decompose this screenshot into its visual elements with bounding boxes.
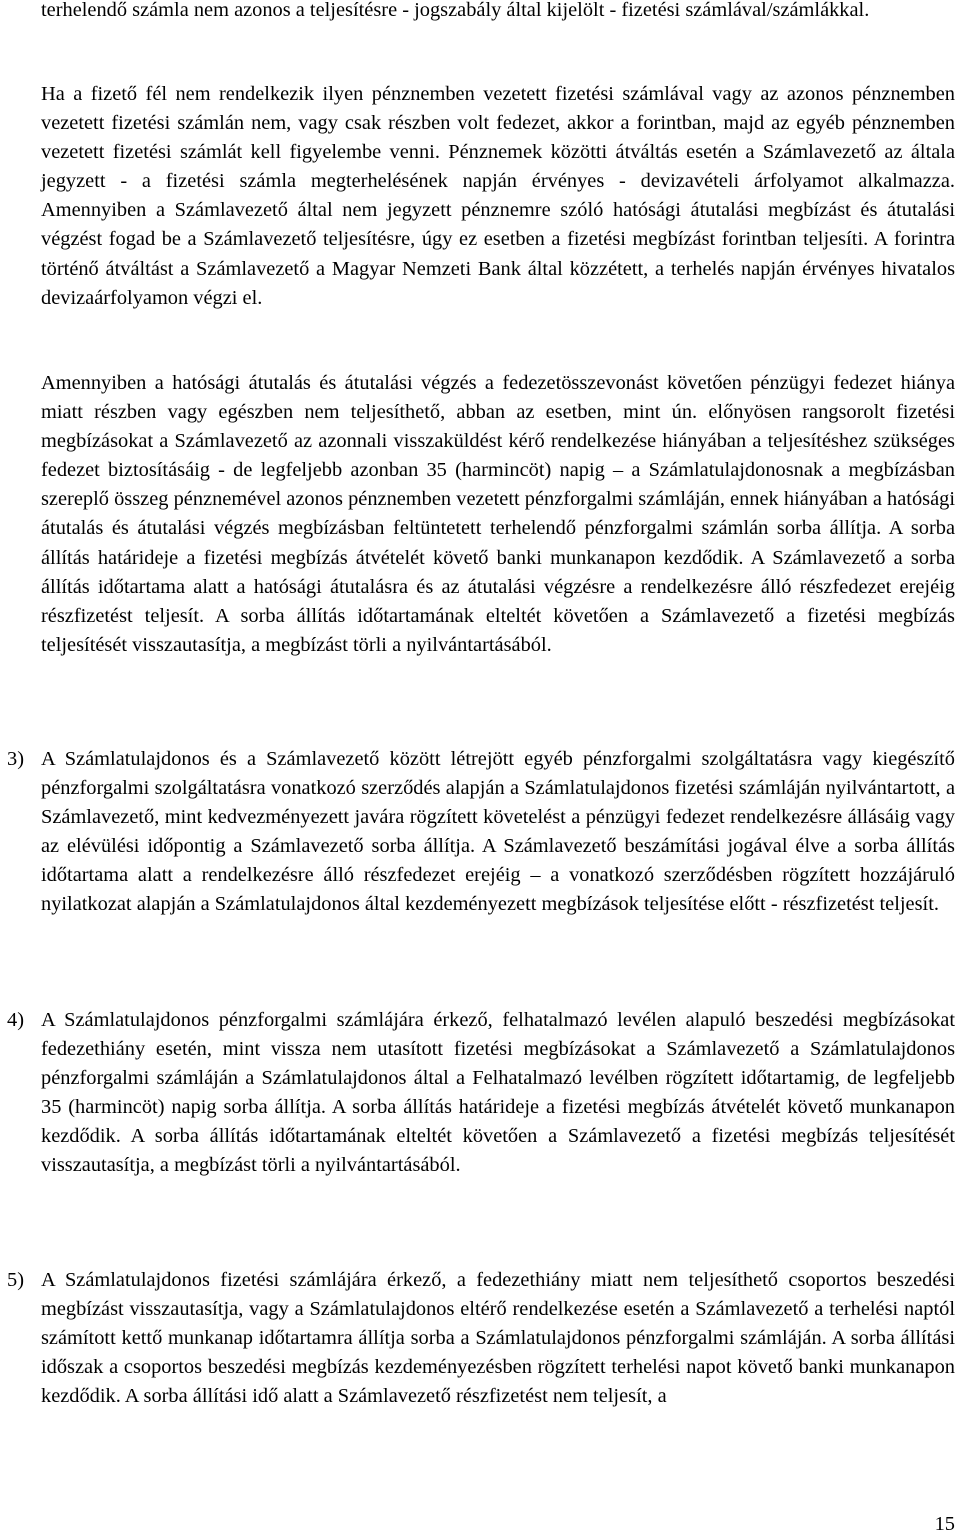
list-number: 3)	[7, 748, 24, 770]
list-number: 4)	[7, 1009, 24, 1031]
list-item-text: A Számlatulajdonos pénzforgalmi számlájára érkező, felhatalmazó levélen alapuló beszedési megbízásokat fedezethiány esetén, mint vissza nem utasított fizetési megbízásokat a Számlavezető a Számlatulajdonos pénzforgalmi számláján a Számlatulajdonos által a Felhatalmazó levélben rögzített időtartamig, de legfeljebb 35 (harmincöt) napig sorba állítja. A sorba állítás határideje a fizetési megbízás átvételét követő munkanapon kezdődik. A sorba állítás időtartamának elteltét követően a Számlavezető a fizetési megbízás teljesítését visszautasítja, a megbízást törli a nyilvántartásából.	[41, 1009, 955, 1177]
paragraph-queueing: Amennyiben a hatósági átutalás és átutalási végzés a fedezetösszevonást követően pénzügyi fedezet hiánya miatt részben vagy egészben nem teljesíthető, abban az esetben, mint ún. előnyösen rangsorolt fizetési megbízásokat a Számlavezető az azonnali visszaküldést kérő rendelkezése hiányában a teljesítéshez szükséges fedezet biztosításáig - de legfeljebb azonban 35 (harmincöt) napig – a Számlatulajdonosnak a megbízásban szereplő összeg pénznemével azonos pénznemben vezetett pénzforgalmi számláján, ennek hiányában a hatósági átutalás és átutalási végzés megbízásban feltüntetett terhelendő pénzforgalmi számlán sorba állítja. A sorba állítás határideje a fizetési megbízás átvételét követő banki munkanapon kezdődik. A Számlavezető a sorba állítás időtartama alatt a hatósági átutalásra és az átutalási végzésre a rendelkezésre álló részfedezet erejéig részfizetést teljesít. A sorba állítás időtartamának elteltét követően a Számlavezető a fizetési megbízás teljesítését visszautasítja, a megbízást törli a nyilvántartásából.	[41, 372, 955, 656]
continuation-paragraph: terhelendő számla nem azonos a teljesítésre - jogszabály által kijelölt - fizetési számlával/számlákkal.	[41, 0, 870, 21]
page-number: 15	[934, 1513, 955, 1535]
list-number: 5)	[7, 1269, 24, 1291]
paragraph-currency-conversion: Ha a fizető fél nem rendelkezik ilyen pénznemben vezetett fizetési számlával vagy az azonos pénznemben vezetett fizetési számlán nem, vagy csak részben volt fedezet, akkor a forintban, majd az egyéb pénznemben vezetett fizetési számlát kell figyelembe venni. Pénznemek közötti átváltás esetén a Számlavezető az általa jegyzett - a fizetési számla megterhelésének napján érvényes - devizavételi árfolyamot alkalmazza. Amennyiben a Számlavezető által nem jegyzett pénznemre szóló hatósági átutalási megbízást és átutalási végzést fogad be a Számlavezető teljesítésre, úgy ez esetben a fizetési megbízást forintban teljesíti. A forintra történő átváltást a Számlavezető a Magyar Nemzeti Bank által közzétett, a terhelés napján érvényes hivatalos devizaárfolyamon végzi el.	[41, 83, 955, 309]
list-item-text: A Számlatulajdonos fizetési számlájára érkező, a fedezethiány miatt nem teljesíthető csoportos beszedési megbízást visszautasítja, vagy a Számlatulajdonos eltérő rendelkezése esetén a Számlavezető a terhelési naptól számított kettő munkanap időtartamra állítja sorba a Számlatulajdonos pénzforgalmi számláján. A sorba állítási időszak a csoportos beszedési megbízás kezdeményezésben rögzített terhelési napot követő banki munkanapon kezdődik. A sorba állítási idő alatt a Számlavezető részfizetést nem teljesít, a	[41, 1269, 955, 1408]
list-item-text: A Számlatulajdonos és a Számlavezető között létrejött egyéb pénzforgalmi szolgáltatásra vagy kiegészítő pénzforgalmi szolgáltatásra vonatkozó szerződés alapján a Számlatulajdonos fizetési számláján nyilvántartott, a Számlavezető, mint kedvezményezett javára rögzített követelést a pénzügyi fedezet rendelkezésre állásáig vagy az elévülési időpontig a Számlavezető sorba állítja. A Számlavezető beszámítási jogával élve a sorba állítás időtartama alatt a rendelkezésre álló részfedezet erejéig – a vonatkozó szerződésben rögzített hozzájáruló nyilatkozat alapján a Számlatulajdonos által kezdeményezett megbízások teljesítése előtt - részfizetést teljesít.	[41, 748, 955, 916]
